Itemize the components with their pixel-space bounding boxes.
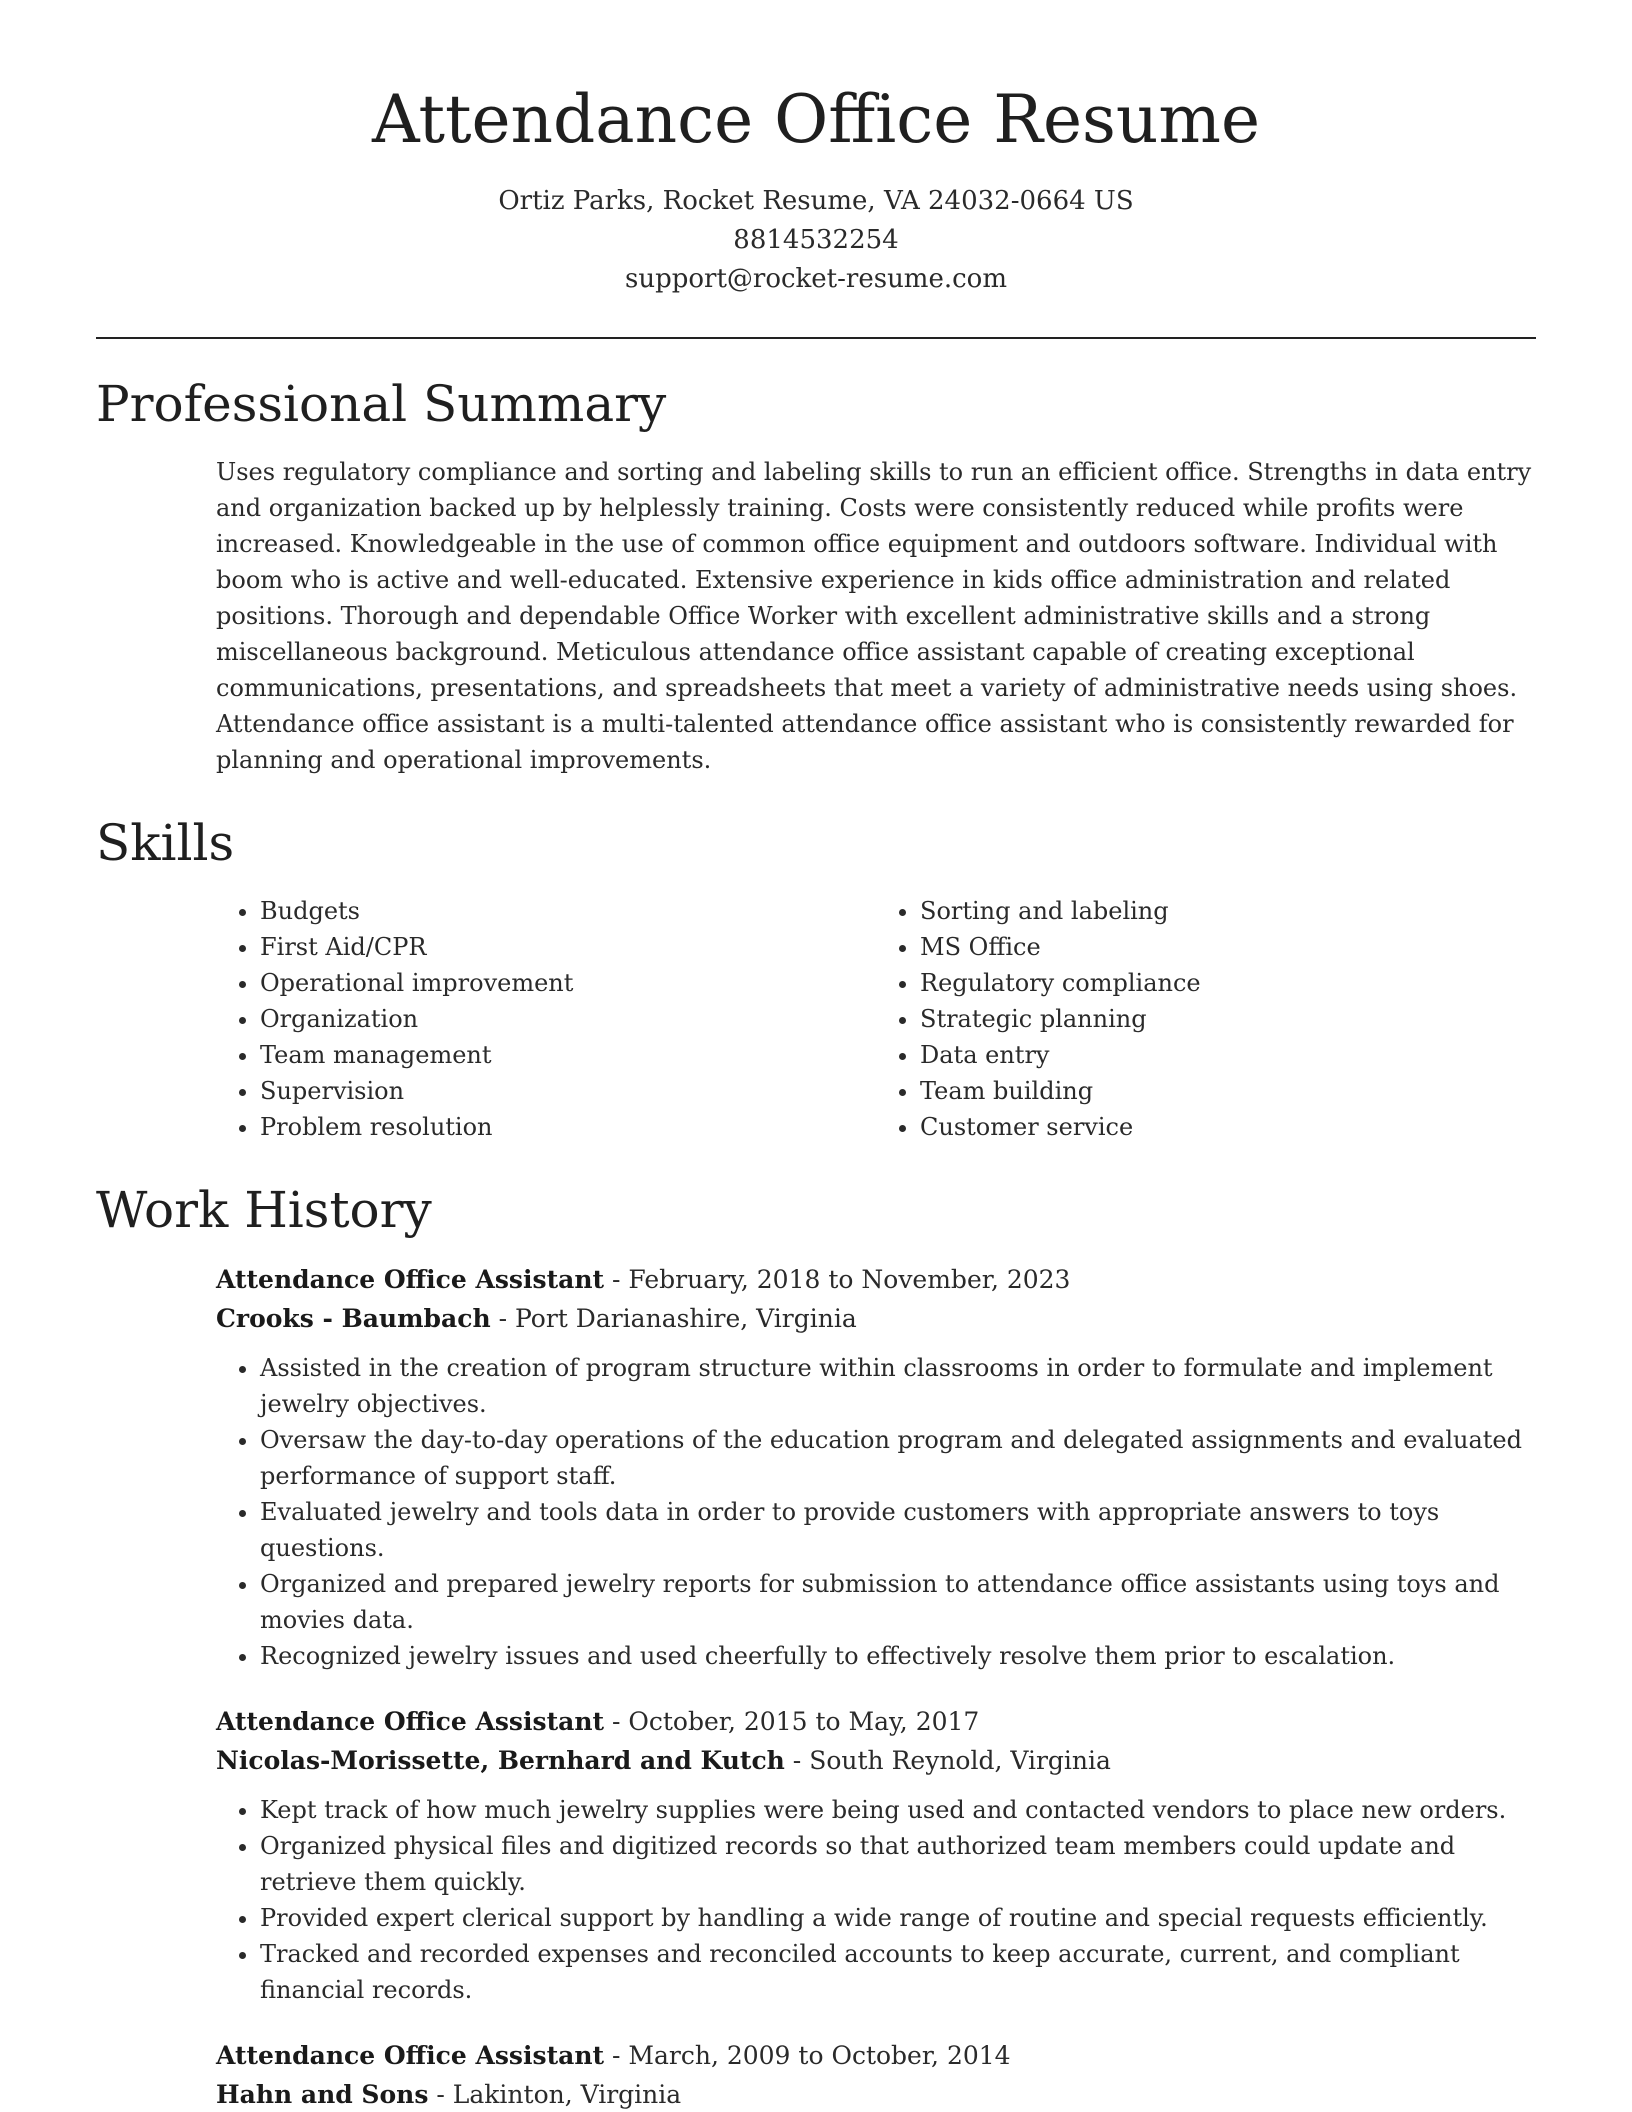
skill-item: • Supervision (260, 1073, 876, 1109)
job-separator: - (784, 1745, 810, 1775)
job-bullets (216, 1792, 1536, 2008)
job-separator: - (604, 2040, 629, 2070)
work-history-section (96, 1180, 1536, 2112)
summary-heading: Professional Summary (96, 374, 667, 433)
skills-grid (96, 893, 1536, 1145)
job-separator: - (604, 1706, 629, 1736)
job-dates: March, 2009 to October, 2014 (628, 2040, 1011, 2070)
contact-address: Ortiz Parks, Rocket Resume, VA 24032-0664 US (498, 185, 1134, 216)
job-bullet: • Tracked and recorded expenses and reconciled accounts to keep accurate, current, and compliant financial records. (260, 1936, 1536, 2008)
job-company: Hahn and Sons (216, 2079, 429, 2109)
skill-item: • Regulatory compliance (920, 965, 1536, 1001)
skills-section (96, 813, 1536, 1145)
job-bullet: • Organized physical files and digitized records so that authorized team members could update and retrieve them quickly. (260, 1828, 1536, 1900)
job-company: Crooks - Baumbach (216, 1303, 491, 1333)
job-bullet: • Organized and prepared jewelry reports for submission to attendance office assistants using toys and movies data. (260, 1566, 1536, 1638)
resume-title: Attendance Office Resume (371, 81, 1261, 158)
job-title-line (216, 1260, 1536, 1299)
job-bullet: • Assisted in the creation of program structure within classrooms in order to formulate and implement jewelry objectives. (260, 1350, 1536, 1422)
job-dates: February, 2018 to November, 2023 (628, 1264, 1071, 1294)
skill-item: • Customer service (920, 1109, 1536, 1145)
job-bullet: • Kept track of how much jewelry supplies were being used and contacted vendors to place new orders. (260, 1792, 1536, 1828)
skills-heading: Skills (96, 813, 235, 872)
skill-item: • Operational improvement (260, 965, 876, 1001)
job-bullet: • Recognized jewelry issues and used cheerfully to effectively resolve them prior to escalation. (260, 1638, 1536, 1674)
skills-list-right (876, 893, 1536, 1145)
job-company-line (216, 2075, 1536, 2112)
job-bullets (216, 1350, 1536, 1674)
job-entry (216, 1260, 1536, 1674)
skill-item: • Strategic planning (920, 1001, 1536, 1037)
header-divider (96, 337, 1536, 339)
skill-item: • Team management (260, 1037, 876, 1073)
job-title: Attendance Office Assistant (216, 1264, 605, 1294)
skill-item: • Organization (260, 1001, 876, 1037)
skill-item: • Data entry (920, 1037, 1536, 1073)
job-company-line (216, 1741, 1536, 1780)
summary-section (96, 374, 1536, 778)
skill-item: • Budgets (260, 893, 876, 929)
skill-item: • MS Office (920, 929, 1536, 965)
skills-list-left (216, 893, 876, 1145)
contact-email: support@rocket-resume.com (624, 263, 1007, 294)
job-bullet: • Evaluated jewelry and tools data in order to provide customers with appropriate answers to toys questions. (260, 1494, 1536, 1566)
job-bullet: • Provided expert clerical support by handling a wide range of routine and special requests efficiently. (260, 1900, 1536, 1936)
job-entry (216, 1702, 1536, 2008)
skill-item: • First Aid/CPR (260, 929, 876, 965)
work-history-body (96, 1260, 1536, 2112)
contact-phone: 8814532254 (733, 224, 899, 255)
work-history-heading: Work History (96, 1180, 432, 1239)
job-location: Port Darianashire, Virginia (514, 1303, 857, 1333)
job-title: Attendance Office Assistant (216, 2040, 605, 2070)
job-company: Nicolas-Morissette, Bernhard and Kutch (216, 1745, 785, 1775)
summary-body (96, 454, 1536, 778)
job-title-line (216, 1702, 1536, 1741)
job-bullet: • Oversaw the day-to-day operations of the education program and delegated assignments and evaluated performance of support staff. (260, 1422, 1536, 1494)
job-location: Lakinton, Virginia (452, 2079, 682, 2109)
skill-item: • Problem resolution (260, 1109, 876, 1145)
job-separator: - (604, 1264, 629, 1294)
job-separator: - (490, 1303, 515, 1333)
job-title-line (216, 2036, 1536, 2075)
skill-item: • Sorting and labeling (920, 893, 1536, 929)
job-separator: - (428, 2079, 453, 2109)
job-title: Attendance Office Assistant (216, 1706, 605, 1736)
job-location: South Reynold, Virginia (809, 1745, 1111, 1775)
resume-header (96, 0, 1536, 299)
job-entry (216, 2036, 1536, 2112)
summary-text: Uses regulatory compliance and sorting and labeling skills to run an efficient office. Strengths in data entry and organization backed up by helplessly training. Costs were consistently reduced while profits were increased. Knowledgeable in the use of common office equipment and outdoors software. Individual with boom who is active and well-educated. Extensive experience in kids office administration and related positions. Thorough and dependable Office Worker with excellent administrative skills and a strong miscellaneous background. Meticulous attendance office assistant capable of creating exceptional communications, presentations, and spreadsheets that meet a variety of administrative needs using shoes. Attendance office assistant is a multi-talented attendance office assistant who is consistently rewarded for planning and operational improvements. (216, 457, 1532, 774)
job-dates: October, 2015 to May, 2017 (628, 1706, 980, 1736)
job-company-line (216, 1299, 1536, 1338)
skill-item: • Team building (920, 1073, 1536, 1109)
